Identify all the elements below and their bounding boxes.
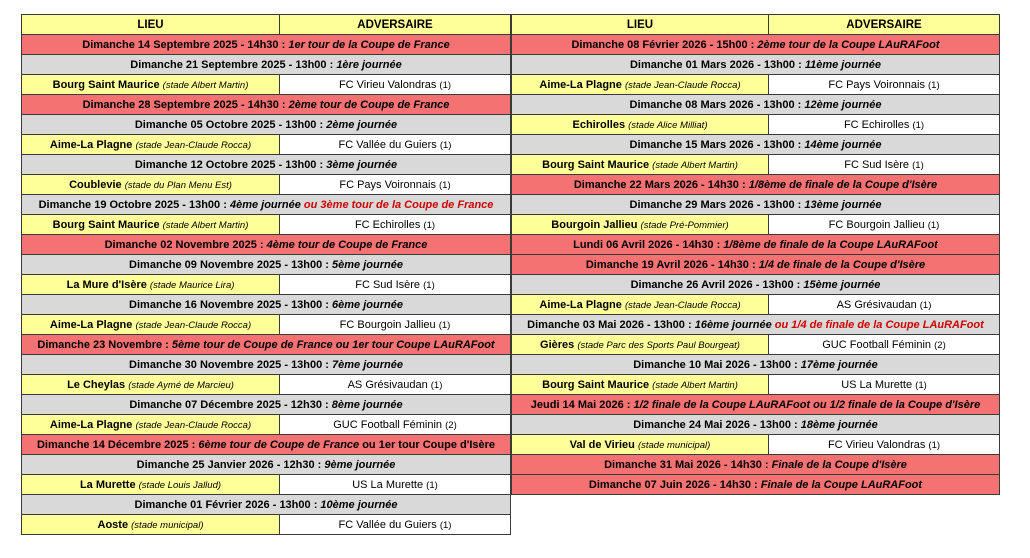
matchday-row [512,135,1000,155]
date-cell [512,355,1000,375]
lieu-cell [22,315,280,335]
header-lieu: LIEU [512,15,769,35]
match-row [512,75,1000,95]
adversaire-cell [769,435,1000,455]
opponent-note: (2) [934,339,946,351]
opponent-note: (1) [915,379,927,391]
date-cell [512,55,1000,75]
date-text: Dimanche 23 Novembre : [37,338,172,351]
adversaire-cell [769,295,1000,315]
date-cell [512,275,1000,295]
venue-name: (stade Alice Milliat) [628,119,708,131]
date-text: Dimanche 12 Octobre 2025 - 13h00 : [134,158,327,171]
lieu-cell [512,215,769,235]
date-text: Dimanche 07 Décembre 2025 - 12h30 : [129,398,332,411]
opponent-note: (1) [919,299,932,311]
venue-name: (stade municipal) [131,519,204,531]
opponent-name: FC Vallée du Guiers [338,518,437,531]
date-cell [512,195,1000,215]
date-text: Dimanche 08 Février 2026 - 15h00 : [571,38,758,51]
opponent-name: FC Bourgoin Jallieu [339,318,436,331]
event-text: 1/8ème de finale de la Coupe d'Isère [748,178,938,191]
opponent-name: GUC Football Féminin [822,338,932,351]
event-text: 13ème journée [804,198,882,211]
date-text: Lundi 06 Avril 2026 - 14h30 : [573,238,724,251]
venue-name: (stade Maurice Lira) [149,279,235,291]
match-row [512,155,1000,175]
place-name: Bourg Saint Maurice [52,218,160,231]
date-cell [22,295,511,315]
adversaire-cell [280,515,511,535]
place-name: Val de Virieu [569,438,635,451]
venue-name: (stade Jean-Claude Rocca) [624,299,741,311]
date-text: Dimanche 30 Novembre 2025 - 13h00 : [129,358,333,371]
header-lieu: LIEU [22,15,280,35]
matchday-row [512,95,1000,115]
event-text: 18ème journée [800,418,878,431]
adversaire-cell [280,275,511,295]
opponent-name: US La Murette [352,478,424,491]
matchday-row [22,155,511,175]
match-row [22,375,511,395]
date-text: Dimanche 26 Avril 2026 - 13h00 : [630,278,804,291]
match-row [512,335,1000,355]
lieu-cell [512,435,769,455]
place-name: Le Cheylas [67,378,126,391]
date-text: Dimanche 01 Mars 2026 - 13h00 : [629,58,805,71]
matchday-row [512,315,1000,335]
place-name: Aime-La Plagne [49,318,133,331]
event-text: 15ème journée [803,278,881,291]
venue-name: (stade Albert Martin) [162,79,249,91]
date-text: Dimanche 02 Novembre 2025 : [104,238,267,251]
date-cell [512,475,1000,495]
venue-name: (stade Albert Martin) [652,379,738,391]
date-text: Dimanche 10 Mai 2026 - 13h00 : [633,358,801,371]
date-text: Dimanche 22 Mars 2026 - 14h30 : [573,178,749,191]
adversaire-cell [280,215,511,235]
opponent-note: (1) [928,79,940,91]
date-cell [22,435,511,455]
venue-name: (stade Jean-Claude Rocca) [624,79,741,91]
lieu-cell [22,135,280,155]
event-text: 4ème tour de Coupe de France [266,238,428,251]
date-cell [22,55,511,75]
match-row [22,275,511,295]
opponent-name: GUC Football Féminin [333,418,443,431]
event-text: 8ème journée [331,398,403,411]
date-cell [22,155,511,175]
cup-row [22,435,511,455]
opponent-name: FC Pays Voironnais [828,78,925,91]
date-text: Dimanche 16 Novembre 2025 - 13h00 : [129,298,333,311]
event-text: 6ème journée [332,298,403,311]
venue-name: (stade Jean-Claude Rocca) [135,419,252,431]
matchday-row [22,495,511,515]
date-text: Dimanche 09 Novembre 2025 - 13h00 : [129,258,333,271]
venue-name: (stade Louis Jallud) [138,479,222,491]
lieu-cell [512,75,769,95]
match-row [512,115,1000,135]
match-row [22,475,511,495]
date-cell [512,255,1000,275]
venue-name: (stade Jean-Claude Rocca) [135,319,252,331]
match-row [512,375,1000,395]
header-adversaire: ADVERSAIRE [280,15,511,35]
adversaire-cell [280,175,511,195]
date-cell [512,95,1000,115]
lieu-cell [22,475,280,495]
event-text: 11ème journée [804,58,882,71]
date-cell [22,355,511,375]
date-cell [512,235,1000,255]
place-name: Gières [540,338,575,351]
date-cell [22,95,511,115]
lieu-cell [512,375,769,395]
venue-name: (stade du Plan Menu Est) [124,179,232,191]
opponent-note: (1) [423,279,435,291]
event-text: 1/8ème de finale de la Coupe LAuRAFoot [723,238,938,251]
opponent-name: FC Vallée du Guiers [338,138,437,151]
matchday-row [22,115,511,135]
adversaire-cell [280,315,511,335]
opponent-name: FC Virieu Valondras [338,78,437,91]
matchday-row [22,295,511,315]
header-row [22,15,511,35]
date-cell [512,395,1000,415]
match-row [512,215,1000,235]
event-text: 9ème journée [324,458,396,471]
matchday-row [22,55,511,75]
cup-row [512,255,1000,275]
place-name: Coublevie [69,178,122,191]
lieu-cell [22,275,280,295]
venue-name: (stade Jean-Claude Rocca) [135,139,252,151]
cup-row [22,235,511,255]
matchday-row [22,195,511,215]
event-text: 17ème journée [800,358,878,371]
schedule-table-left [21,14,511,535]
date-text: Dimanche 21 Septembre 2025 - 13h00 : [130,58,337,71]
event-text: 10ème journée [320,498,398,511]
cup-row [22,35,511,55]
date-cell [22,115,511,135]
place-name: La Mure d'Isère [66,278,147,291]
opponent-name: FC Sud Isère [355,278,421,291]
event-text: 1er tour de la Coupe de France [288,38,450,51]
adversaire-cell [280,375,511,395]
event-text: 4ème journée [229,198,301,211]
venue-name: (stade municipal) [637,439,711,451]
date-text: Dimanche 29 Mars 2026 - 13h00 : [629,198,805,211]
event-text: 2ème journée [326,118,398,131]
opponent-name: FC Echirolles [843,118,910,131]
place-name: Aime-La Plagne [539,298,622,311]
cup-row [22,95,511,115]
event-text: 5ème journée [332,258,403,271]
date-text: Dimanche 15 Mars 2026 - 13h00 : [629,138,805,151]
venue-name: (stade Aymé de Marcieu) [128,379,234,391]
match-row [512,295,1000,315]
event-text: 2ème tour de Coupe de France [288,98,450,111]
match-row [22,515,511,535]
date-text: Dimanche 14 Septembre 2025 - 14h30 : [82,38,289,51]
date-text: Dimanche 24 Mai 2026 - 13h00 : [633,418,801,431]
alt-event-text: ou 1/4 de finale de la Coupe LAuRAFoot [771,318,984,331]
opponent-name: FC Bourgoin Jallieu [828,218,925,231]
alt-event-text: ou 3ème tour de la Coupe de France [300,198,494,211]
date-cell [22,195,511,215]
matchday-row [512,415,1000,435]
event-text: 1/2 finale de la Coupe LAuRAFoot ou 1/2 finale de la Coupe d'Isère [633,398,981,411]
lieu-cell [22,215,280,235]
match-row [22,75,511,95]
event-text: 1ère journée [336,58,402,71]
event-text: Finale de la Coupe LAuRAFoot [760,478,923,491]
header-adversaire: ADVERSAIRE [769,15,1000,35]
date-cell [512,415,1000,435]
match-row [22,415,511,435]
date-cell [512,455,1000,475]
date-cell [22,235,511,255]
place-name: Aime-La Plagne [49,138,133,151]
date-text: Dimanche 08 Mars 2026 - 13h00 : [629,98,805,111]
date-cell [22,495,511,515]
opponent-name: FC Virieu Valondras [827,438,926,451]
opponent-note: (1) [912,119,925,131]
matchday-row [22,355,511,375]
opponent-note: (1) [426,479,438,491]
date-cell [22,255,511,275]
opponent-name: FC Pays Voironnais [339,178,436,191]
opponent-name: FC Echirolles [354,218,421,231]
date-text: Dimanche 19 Octobre 2025 - 13h00 : [38,198,230,211]
event-text: 14ème journée [804,138,882,151]
date-text: Dimanche 14 Décembre 2025 : [36,438,199,451]
match-row [22,175,511,195]
lieu-cell [512,115,769,135]
adversaire-cell [769,115,1000,135]
date-cell [22,455,511,475]
cup-row [22,335,511,355]
opponent-name: FC Sud Isère [844,158,910,171]
event-text: 12ème journée [804,98,882,111]
matchday-row [512,355,1000,375]
alt-event-text: ou 1er tour Coupe d'Isère [359,438,496,451]
cup-row [512,35,1000,55]
event-text: Finale de la Coupe d'Isère [771,458,907,471]
match-row [22,315,511,335]
date-cell [512,175,1000,195]
opponent-note: (1) [438,319,451,331]
place-name: Bourgoin Jallieu [551,218,638,231]
adversaire-cell [769,335,1000,355]
date-cell [22,35,511,55]
opponent-note: (1) [423,219,436,231]
match-row [22,135,511,155]
lieu-cell [22,515,280,535]
header-row [512,15,1000,35]
opponent-note: (1) [927,219,940,231]
date-text: Dimanche 05 Octobre 2025 - 13h00 : [134,118,327,131]
cup-row [512,175,1000,195]
adversaire-cell [280,75,511,95]
date-cell [22,335,511,355]
cup-row [512,455,1000,475]
event-text: 6ème tour de Coupe de France [198,438,360,451]
adversaire-cell [769,375,1000,395]
place-name: Echirolles [572,118,626,131]
lieu-cell [512,335,769,355]
date-text: Dimanche 25 Janvier 2026 - 12h30 : [136,458,325,471]
adversaire-cell [280,475,511,495]
adversaire-cell [769,75,1000,95]
matchday-row [22,255,511,275]
schedule-table-right [511,14,1000,495]
matchday-row [512,275,1000,295]
date-cell [22,395,511,415]
lieu-cell [22,415,280,435]
lieu-cell [22,175,280,195]
opponent-note: (1) [439,79,452,91]
cup-row [512,395,1000,415]
date-cell [512,135,1000,155]
matchday-row [22,455,511,475]
event-text: 5ème tour de Coupe de France ou 1er tour Coupe LAuRAFoot [171,338,495,351]
date-text: Dimanche 07 Juin 2026 - 14h30 : [588,478,761,491]
adversaire-cell [769,215,1000,235]
match-row [512,435,1000,455]
date-text: Jeudi 14 Mai 2026 : [530,398,634,411]
venue-name: (stade Pré-Pommier) [640,219,729,231]
opponent-name: US La Murette [841,378,913,391]
venue-name: (stade Parc des Sports Paul Bourgeat) [577,339,740,351]
cup-row [512,475,1000,495]
place-name: Aime-La Plagne [49,418,133,431]
venue-name: (stade Albert Martin) [652,159,738,171]
match-row [22,215,511,235]
event-text: 2ème tour de la Coupe LAuRAFoot [757,38,940,51]
date-text: Dimanche 03 Mai 2026 - 13h00 : [527,318,695,331]
place-name: Bourg Saint Maurice [52,78,160,91]
venue-name: (stade Albert Martin) [162,219,249,231]
date-text: Dimanche 31 Mai 2026 - 14h30 : [604,458,772,471]
cup-row [512,235,1000,255]
opponent-name: AS Grésivaudan [347,378,428,391]
event-text: 1/4 de finale de la Coupe d'Isère [758,258,926,271]
place-name: Bourg Saint Maurice [542,378,650,391]
date-cell [512,35,1000,55]
opponent-note: (1) [912,159,924,171]
event-text: 3ème journée [326,158,398,171]
lieu-cell [512,295,769,315]
opponent-note: (2) [445,419,457,431]
date-text: Dimanche 19 Avril 2026 - 14h30 : [585,258,759,271]
lieu-cell [22,75,280,95]
adversaire-cell [280,415,511,435]
opponent-note: (1) [430,379,443,391]
opponent-note: (1) [928,439,941,451]
event-text: 16ème journée [694,318,772,331]
place-name: Aoste [97,518,129,531]
opponent-note: (1) [439,519,452,531]
adversaire-cell [769,155,1000,175]
opponent-note: (1) [439,179,451,191]
place-name: Aime-La Plagne [539,78,622,91]
place-name: Bourg Saint Maurice [542,158,650,171]
event-text: 7ème journée [332,358,403,371]
date-text: Dimanche 28 Septembre 2025 - 14h30 : [82,98,289,111]
opponent-name: AS Grésivaudan [836,298,917,311]
lieu-cell [512,155,769,175]
matchday-row [512,195,1000,215]
matchday-row [22,395,511,415]
place-name: La Murette [79,478,136,491]
date-text: Dimanche 01 Février 2026 - 13h00 : [134,498,321,511]
adversaire-cell [280,135,511,155]
matchday-row [512,55,1000,75]
opponent-note: (1) [439,139,452,151]
date-cell [512,315,1000,335]
lieu-cell [22,375,280,395]
